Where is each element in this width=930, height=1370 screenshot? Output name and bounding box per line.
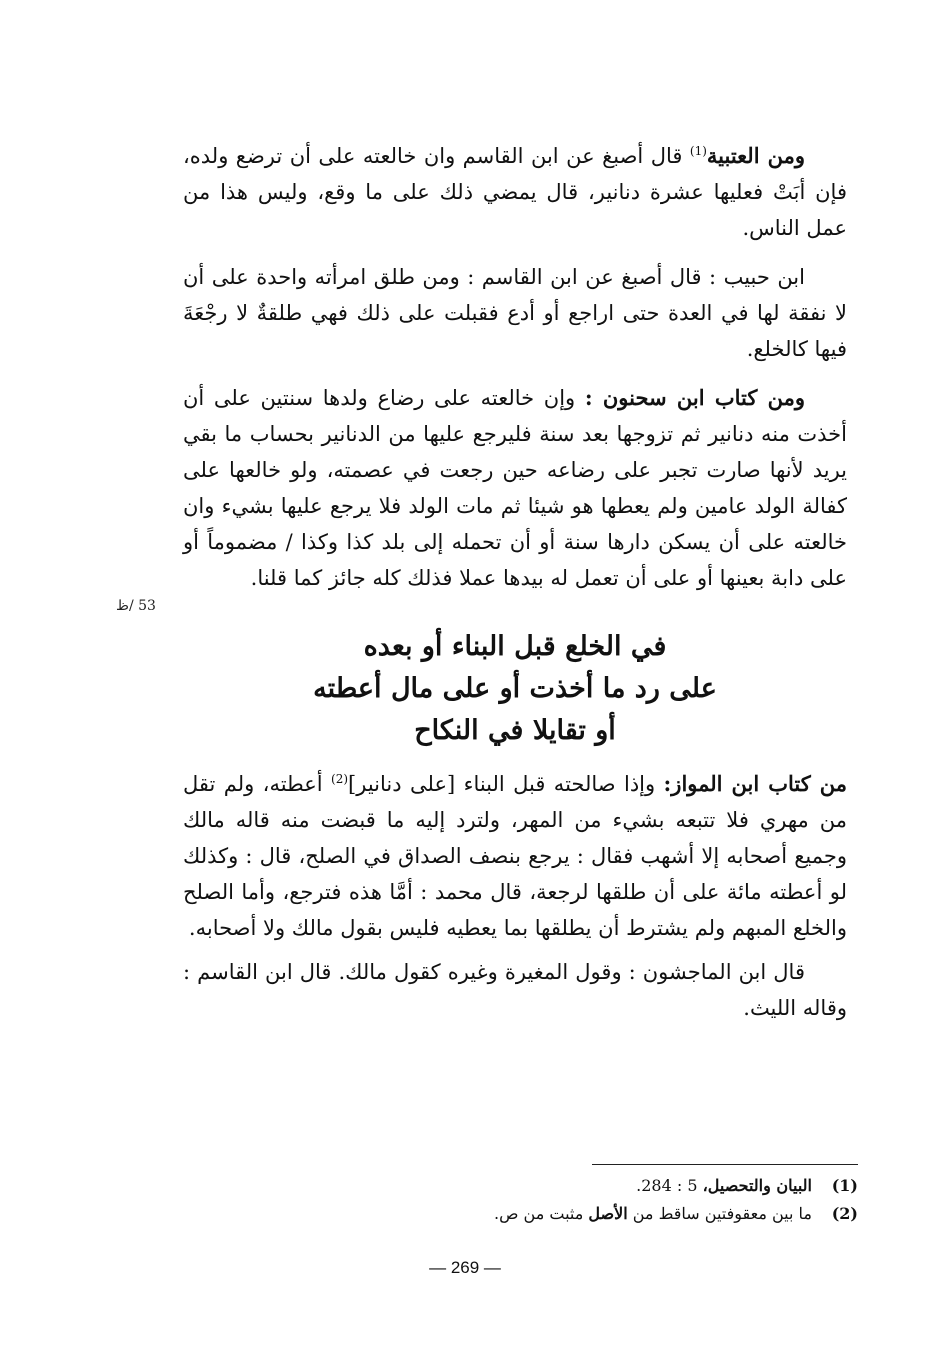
- heading-line-3: أو تقايلا في النكاح: [414, 715, 616, 746]
- footnote-number: (2): [831, 1204, 858, 1223]
- footnote-marker: (2): [331, 772, 349, 786]
- paragraph-lead: من كتاب ابن المواز:: [663, 771, 847, 796]
- footnote-separator: [592, 1164, 858, 1165]
- heading-line-2: على رد ما أخذت أو على مال أعطته: [313, 673, 717, 704]
- main-text-column: [183, 138, 847, 1026]
- footnote-marker: (1): [689, 144, 707, 158]
- paragraph-lead: ومن العتبية: [706, 143, 805, 168]
- footnotes: [380, 1172, 858, 1228]
- paragraph-text: وإن خالعته على رضاع ولدها سنتين على أن أخذت منه دنانير ثم تزوجها بعد سنة فليرجع عليها من الدنانير بحساب ما بقي يريد لأنها صارت تجبر على رضاعه حين رجعت في عصمته، ولو خالعها على كفالة الولد عامين ولم يعطها هو شيئا ثم مات الولد فلا يرجع عليها بشيء وان خالعته على أن يسكن دارها سنة أو أن تحمله إلى بلد كذا وكذا / مضموماً أو على دابة بعينها أو على أن تعمل له بيدها عملا فذلك كله جائز كما قلنا.: [183, 386, 847, 590]
- footnote-item: [380, 1172, 858, 1200]
- paragraph-text: ابن حبيب : قال أصبغ عن ابن القاسم : ومن طلق امرأته واحدة على أن لا نفقة لها في العدة حتى اراجع أو أدع فقبلت على ذلك فهي طلقةٌ لا رجْعَةَ فيها كالخلع.: [183, 265, 847, 361]
- paragraph-text: أعطته، ولم تقل من مهري فلا تتبعه بشيء من المهر، ولترد إليه ما قبضت منه قاله مالك وجميع أصحابه إلا أشهب فقال : يرجع بنصف الصداق في الصلح، قال : وكذلك لو أعطته مائة على أن طلقها لرجعة، قال محمد : أمَّا هذه فترجع، وأما الصلح والخلع المبهم ولم يشترط أن يطلقها بما يعطيه فليس بقول مالك ولا أصحابه.: [183, 772, 847, 940]
- paragraph-ibn-al-mawwaz: [183, 766, 847, 946]
- section-heading: [183, 626, 847, 752]
- margin-folio-note: 53 /ظ: [116, 598, 156, 614]
- paragraph-utbiyya: [183, 138, 847, 246]
- footnote-number: (1): [831, 1176, 858, 1195]
- footnote-text-part: مثبت من ص.: [494, 1204, 589, 1223]
- paragraph-text: قال أصبغ عن ابن القاسم وان خالعته على أن ترضع ولده، فإن أبَتْ فعليها عشرة دنانير، قال يمضي ذلك على ما وقع، وليس هذا من عمل الناس.: [183, 144, 847, 240]
- footnote-bold-word: الأصل: [588, 1204, 628, 1223]
- footnote-source-title: البيان والتحصيل،: [702, 1176, 812, 1195]
- paragraph-ibn-sahnun: [183, 380, 847, 596]
- paragraph-ibn-habib: [183, 259, 847, 367]
- footnote-text: [494, 1200, 812, 1228]
- page-number: — 269 —: [429, 1258, 501, 1277]
- paragraph-ibn-al-majishun: [183, 954, 847, 1026]
- footnote-reference: 5 : 284.: [636, 1176, 703, 1195]
- paragraph-lead: ومن كتاب ابن سحنون :: [584, 385, 805, 410]
- heading-line-1: في الخلع قبل البناء أو بعده: [363, 631, 667, 662]
- paragraph-text: وإذا صالحته قبل البناء [على دنانير]: [348, 772, 664, 796]
- footnote-text-part: ما بين معقوفتين ساقط من: [627, 1204, 812, 1223]
- footnote-item: [380, 1200, 858, 1228]
- footnote-text: [636, 1172, 812, 1200]
- paragraph-text: قال ابن الماجشون : وقول المغيرة وغيره كقول مالك. قال ابن القاسم : وقاله الليث.: [183, 960, 847, 1020]
